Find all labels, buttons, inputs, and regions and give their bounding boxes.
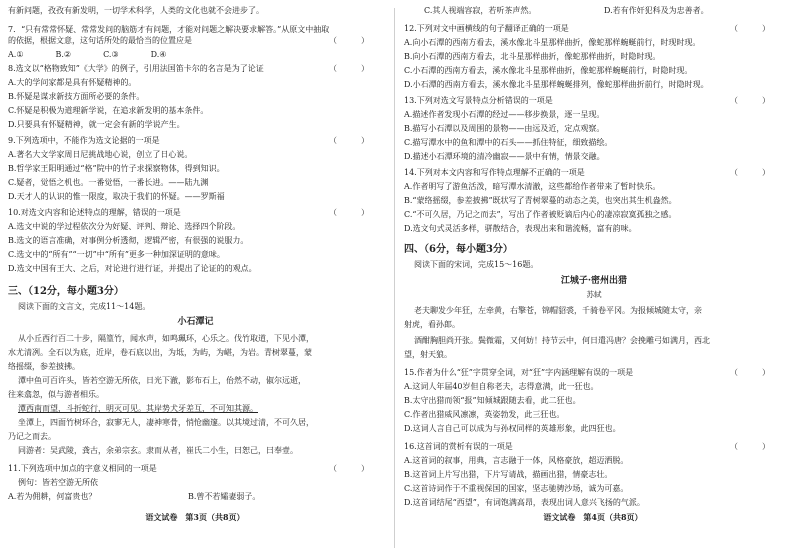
option-d: D.小石潭的西南方看去，溪水像北斗星那样蜿蜒排列，像蛇那样曲折前行，时隐时现。 bbox=[404, 80, 709, 89]
poem-author: 苏轼 bbox=[586, 290, 602, 299]
essay-line: 同游者：吴武陵，龚古，余弟宗玄。隶而从者，崔氏二小生，曰恕己，曰奉壹。 bbox=[18, 446, 298, 455]
option-c: C.“不可久居，乃记之而去”，写出了作者被贬谪后内心的凄凉寂寞孤独之感。 bbox=[404, 210, 677, 219]
essay-title: 小石潭记 bbox=[177, 317, 214, 327]
question-9: 9.下列选项中，不能作为选文论据的一项是 bbox=[8, 136, 160, 145]
option-d: D.选文中国有王大、之后，对论进行进行证，并提出了论证的的观点。 bbox=[8, 264, 257, 273]
answer-paren: （ ） bbox=[730, 168, 770, 177]
option-b: B.这首词上片写出猎，下片写请战，描画出猎，情豪志壮。 bbox=[404, 470, 613, 479]
question-10: 10.对选文内容和论述特点的理解，错误的一项是 bbox=[8, 208, 181, 217]
page-footer: 语文试卷 第3页（共8页） bbox=[145, 512, 245, 522]
essay-line: 从小丘西行百二十步，隔篁竹，闻水声，如鸣珮环，心乐之。伐竹取道，下见小潭， bbox=[18, 334, 314, 343]
answer-paren: （ ） bbox=[730, 96, 770, 105]
option-a: A.若为佣耕，何富贵也？ bbox=[8, 492, 97, 501]
answer-paren: （ ） bbox=[730, 24, 770, 33]
option-a: A.这首词的叙事，用典，言志融于一体，风格豪放，超迈洒脱。 bbox=[404, 456, 629, 465]
example-sentence: 例句：皆若空游无所依 bbox=[18, 478, 98, 487]
poem-title: 江城子·密州出猎 bbox=[560, 276, 628, 286]
option-d: D.描述小石潭环境的清冷幽寂——景中有情，情景交融。 bbox=[404, 152, 605, 161]
page-divider bbox=[394, 8, 395, 548]
option-a: A.著名大文学家周日尼挑战地心说，创立了日心说。 bbox=[8, 150, 193, 159]
answer-paren: （ ） bbox=[329, 208, 369, 217]
question-11: 11.下列选项中加点的字意义相同的一项是 bbox=[8, 464, 157, 473]
option-d: D.选文句式灵活多样，骈散结合，表现出来和谐流畅，富有韵味。 bbox=[404, 224, 637, 233]
option-c: C.其人视端容寂，若听茶声然。 bbox=[424, 6, 537, 15]
question-14: 14.下列对本文内容和写作特点理解不正确的一项是 bbox=[404, 168, 585, 177]
option-b: B.哲学家王阳明通过“格”院中的竹子求探察物体，得到知识。 bbox=[8, 164, 225, 173]
question-16: 16.这首词的赏析有误的一项是 bbox=[404, 442, 513, 451]
poem-line: 酒酣胸胆尚开张。鬓微霜，又何妨！持节云中，何日遣冯唐？会挽雕弓如满月，西北 bbox=[414, 336, 710, 345]
answer-paren: （ ） bbox=[329, 464, 369, 473]
option-b: B.选文的语言准确，对事例分析透彻，逻辑严密，有很强的说服力。 bbox=[8, 236, 249, 245]
option-a: A.这词人年届40岁但自称老夫，志得意满，此一狂也。 bbox=[404, 382, 599, 391]
option-b: B.描写小石潭以及周围的景物——由远及近，定点观察。 bbox=[404, 124, 605, 133]
question-12: 12.下列对文中画横线的句子翻译正确的一项是 bbox=[404, 24, 569, 33]
option-d: D.只要具有怀疑精神，就一定会有新的学说产生。 bbox=[8, 120, 185, 129]
option-d: D.这首词结尾“西望”，有词饱满高昂，表现出词人意兴飞扬的气派。 bbox=[404, 498, 645, 507]
section-3-intro: 阅读下面的文言文，完成11～14题。 bbox=[18, 302, 151, 311]
essay-line: 往来翕忽，似与游者相乐。 bbox=[8, 390, 104, 399]
essay-line: 坐潭上，四面竹树环合，寂寥无人，凄神寒骨，悄怆幽邃。以其境过清，不可久居， bbox=[18, 418, 314, 427]
option-c: C.描写潭水中的鱼和潭中的石头——抓住特征，细致描绘。 bbox=[404, 138, 613, 147]
option-a: A.大的学问家都是具有怀疑精神的。 bbox=[8, 78, 137, 87]
section-4-intro: 阅读下面的宋词，完成15～16题。 bbox=[414, 260, 539, 269]
poem-line: 射虎，看孙郎。 bbox=[404, 320, 460, 329]
page-3 bbox=[0, 0, 390, 560]
poem-line: 望，射天狼。 bbox=[404, 350, 452, 359]
option-b: B.太守出猎而领“报”知倾城跟随去看，此二狂也。 bbox=[404, 396, 581, 405]
page-4 bbox=[398, 0, 788, 560]
option-a: A.描述作者发现小石潭的经过——移步换景，逐一呈现。 bbox=[404, 110, 605, 119]
option-b: B.向小石潭的西南方看去，北斗星那样曲折，像蛇那样曲折，时隐时现。 bbox=[404, 52, 661, 61]
question-8: 8.选文以“格物致知”《大学》的例子，引用法国笛卡尔的名言是为了论证 bbox=[8, 64, 264, 73]
answer-paren: （ ） bbox=[730, 442, 770, 451]
essay-line: 乃记之而去。 bbox=[8, 432, 56, 441]
option-c: C.疑者，觉悟之机也。一番觉悟，一番长进。——陆九渊 bbox=[8, 178, 209, 187]
option-d: D.若有作奸犯科及为忠善者。 bbox=[604, 6, 709, 15]
section-4-heading: 四、（6分，每小题3分） bbox=[404, 244, 513, 255]
essay-line: 络摇缀，参差披拂。 bbox=[8, 362, 80, 371]
essay-underlined-line: 潭西南而望，斗折蛇行，明灭可见。其岸势犬牙差互，不可知其源。 bbox=[18, 404, 258, 413]
page-footer: 语文试卷 第4页（共8页） bbox=[543, 512, 643, 522]
answer-paren: （ ） bbox=[329, 64, 369, 73]
option-b: B.怀疑是谋求新技方面所必要的条件。 bbox=[8, 92, 145, 101]
option-d: D.天才人的认识的惟一限度，取决于我们的怀疑。——罗斯福 bbox=[8, 192, 225, 201]
question-13: 13.下列对选文写景特点分析错误的一项是 bbox=[404, 96, 553, 105]
answer-paren: （ ） bbox=[730, 368, 770, 377]
option-b: B.曾不若孀妻弱子。 bbox=[188, 492, 261, 501]
option-line: A.① B.② C.③ D.④ bbox=[8, 50, 167, 59]
essay-line: 水尤清冽。全石以为底，近岸，卷石底以出，为坻，为屿，为嵁，为岩。青树翠蔓，蒙 bbox=[8, 348, 312, 357]
essay-line: 潭中鱼可百许头，皆若空游无所依，日光下澈，影布石上，佁然不动，俶尔远逝， bbox=[18, 376, 306, 385]
option-a: A.作者明写了游鱼活泼，暗写潭水清澈，这些都给作者带来了暂时快乐。 bbox=[404, 182, 661, 191]
option-c: C.作者出猎威风凛凛，英姿勃发，此三狂也。 bbox=[404, 410, 565, 419]
answer-paren: （ ） bbox=[329, 136, 369, 145]
option-d: D.这词人言自己可以成为与孙权同样的英雄形象，此四狂也。 bbox=[404, 424, 621, 433]
option-c: C.小石潭的西南方看去，溪水像北斗星那样曲折，像蛇那样蜿蜒前行，时隐时现。 bbox=[404, 66, 693, 75]
question-15: 15.作者为什么“狂”字贯穿全词，对“狂”字内涵理解有误的一项是 bbox=[404, 368, 634, 377]
option-b: B.“蒙络摇缀，参差披拂”既状写了青树翠蔓的动态之美，也突出其生机盎然。 bbox=[404, 196, 677, 205]
option-a: A.选文中说的学过程依次分为好疑、评判、辩论、选择四个阶段。 bbox=[8, 222, 241, 231]
option-a: A.向小石潭的西南方看去，溪水像北斗星那样曲折，像蛇那样蜿蜒前行，时现时现。 bbox=[404, 38, 701, 47]
question-7: 7．“只有常常怀疑、常常发问的脑筋才有问题，才能对问题之解决要求解答。”从原文中抽取 bbox=[8, 25, 330, 34]
answer-paren: （ ） bbox=[329, 36, 369, 45]
option-c: C.这首诗词作于不重视保国的国家，坚志驰骋沙场，诚为可嘉。 bbox=[404, 484, 629, 493]
section-3-heading: 三、（12分，每小题3分） bbox=[8, 286, 124, 297]
option-c: C.选文中的“所有”“一切”中“所有”更多一种加深证明的意味。 bbox=[8, 250, 225, 259]
text-line: 有新问题，孜孜有新发明，一切学术科学，人类的文化也就不会进步了。 bbox=[8, 6, 264, 15]
text-line: 的依据，根据文意，这句话所处的最恰当的位置应是 bbox=[8, 36, 192, 45]
option-c: C.怀疑是积极为道理新学说，在追求新发明的基本条件。 bbox=[8, 106, 209, 115]
poem-line: 老夫聊发少年狂，左牵黄，右擎苍，锦帽貂裘，千骑卷平冈。为报倾城随太守，亲 bbox=[414, 306, 702, 315]
